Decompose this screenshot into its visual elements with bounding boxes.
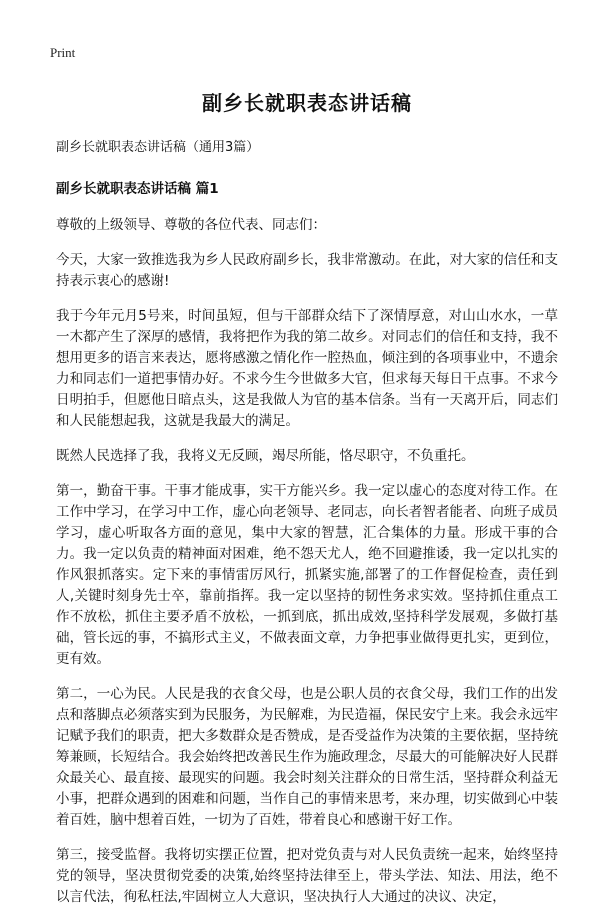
body-paragraph: 今天，大家一致推选我为乡人民政府副乡长，我非常激动。在此，对大家的信任和支持表示衷心的感谢! bbox=[56, 252, 558, 289]
document-subtitle: 副乡长就职表态讲话稿（通用3篇） bbox=[56, 140, 260, 155]
body-paragraph: 第一，勤奋干事。干事才能成事，实干方能兴乡。我一定以虚心的态度对待工作。在工作中学习，在学习中工作，虚心向老领导、老同志，向长者智者能者、向班子成员学习，虚心听取各方面的意见，集中大家的智慧，汇合集体的力量。形成干事的合力。我一定以负责的精神面对困难，绝不怨天尤人，绝不回避推诿，我一定以扎实的作风狠抓落实。定下来的事情雷厉风行，抓紧实施,部署了的工作督促检查，责任到人,关键时刻身先士卒，靠前指挥。我一定以坚持的韧性务求实效。坚持抓住重点工作不放松，抓住主要矛盾不放松，一抓到底，抓出成效,坚持科学发展观，多做打基础，管长远的事，不搞形式主义，不做表面文章，力争把事业做得更扎实，更到位，更有效。 bbox=[56, 483, 558, 667]
print-link[interactable]: Print bbox=[50, 45, 76, 60]
body-paragraph: 既然人民选择了我，我将义无反顾，竭尽所能，恪尽职守，不负重托。 bbox=[56, 448, 475, 464]
document-title: 副乡长就职表态讲话稿 bbox=[202, 91, 412, 115]
section-heading: 副乡长就职表态讲话稿 篇1 bbox=[56, 181, 219, 197]
body-paragraph: 我于今年元月5号来，时间虽短，但与干部群众结下了深情厚意，对山山水水，一草一木都产生了深厚的感情，我将把作为我的第二故乡。对同志们的信任和支持，我不想用更多的语言来表达，愿将感激之情化作一腔热血，倾注到的各项事业中，不遗余力和同志们一道把事情办好。不求今生今世做多大官，但求每天每日干点事。不求今日明拍手，但愿他日暗点头，这是我做人为官的基本信条。当有一天离开后，同志们和人民能想起我，这就是我最大的满足。 bbox=[56, 308, 558, 429]
salutation-paragraph: 尊敬的上级领导、尊敬的各位代表、同志们： bbox=[56, 217, 326, 233]
body-paragraph: 第三，接受监督。我将切实摆正位置，把对党负责与对人民负责统一起来，始终坚持党的领导，坚决贯彻党委的决策,始终坚持法律至上，带头学法、知法、用法，绝不以言代法，徇私枉法,牢固树立人大意识，坚决执行人大通过的决议、决定， bbox=[56, 847, 558, 905]
body-paragraph: 第二，一心为民。人民是我的衣食父母，也是公职人员的衣食父母，我们工作的出发点和落脚点必须落实到为民服务，为民解难，为民造福，保民安宁上来。我会永远牢记赋予我们的职责，把大多数群众是否赞成，是否受益作为决策的主要依据，坚持统筹兼顾，长短结合。我会始终把改善民生作为施政理念，尽最大的可能解决好人民群众最关心、最直接、最现实的问题。我会时刻关注群众的日常生活，坚持群众利益无小事，把群众遇到的困难和问题，当作自己的事情来思考，来办理，切实做到心中装着百姓，脑中想着百姓，一切为了百姓，带着良心和感谢干好工作。 bbox=[56, 686, 558, 828]
